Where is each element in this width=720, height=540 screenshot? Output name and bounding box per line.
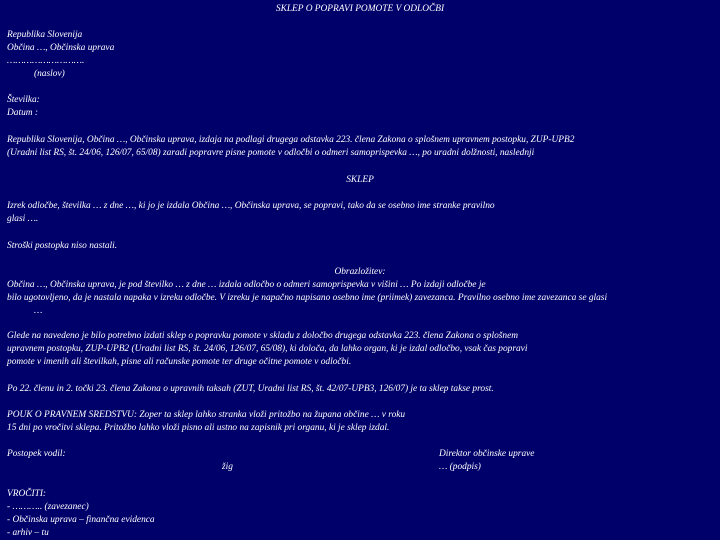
signature-postopek: Postopek vodil: bbox=[7, 449, 66, 459]
vrocit-item-1: - ……….. (zavezanec) bbox=[7, 502, 89, 512]
obrazlozitev-line-2: bilo ugotovljeno, da je nastala napaka v izreku odločbe. V izreku je napačno napisano osebno ime (priimek) zavezanca. Pravilno osebno ime zavezanca se glasi bbox=[7, 293, 608, 303]
header-address: (naslov) bbox=[34, 69, 65, 79]
signature-director: Direktor občinske uprave bbox=[439, 449, 535, 459]
meta-number: Številka: bbox=[7, 95, 40, 105]
header-republic: Republika Slovenija bbox=[7, 30, 83, 40]
takse-text: Po 22. členu in 2. točki 23. člena Zakona o upravnih taksah (ZUT, Uradni list RS, št. 42/07-UPB3, 126/07) je ta sklep takse prost. bbox=[7, 384, 494, 394]
glede-line-1: Glede na navedeno je bilo potrebno izdati sklep o popravku pomote v skladu z določbo drugega odstavka 223. člena Zakona o splošnem bbox=[7, 331, 519, 341]
glede-line-3: pomote v imenih ali številkah, pisne ali računske pomote ter druge očitne pomote v odločbi. bbox=[7, 357, 352, 367]
pouk-line-1: POUK O PRAVNEM SREDSTVU: Zoper ta sklep lahko stranka vloži pritožbo na župana občine … v roku bbox=[7, 410, 406, 420]
pouk-line-2: 15 dni po vročitvi sklepa. Pritožbo lahko vloži pisno ali ustno na zapisnik pri organu, ki je sklep izdal. bbox=[7, 423, 390, 433]
signature-sign: … (podpis) bbox=[439, 462, 481, 472]
obrazlozitev-line-1: Občina …, Občinska uprava, je pod številko … z dne … izdala odločbo o odmeri samoprispevka v višini … Po izdaji odločbe je bbox=[7, 280, 486, 290]
vrocit-item-2: - Občinska uprava – finančna evidenca bbox=[7, 515, 155, 525]
meta-date: Datum : bbox=[7, 108, 38, 118]
document-title: SKLEP O POPRAVI POMOTE V ODLOČBI bbox=[275, 4, 445, 14]
vrocit-item-3: - arhiv – tu bbox=[7, 528, 49, 538]
izrek-line-2: glasi …. bbox=[7, 214, 39, 224]
glede-line-2: upravnem postopku, ZUP-UPB2 (Uradni list RS, št. 24/06, 126/07, 65/08), ki določa, da lahko organ, ki je izdal odločbo, vsak čas popravi bbox=[7, 344, 528, 354]
header-municipality: Občina …, Občinska uprava bbox=[7, 43, 115, 53]
izrek-line-1: Izrek odločbe, številka … z dne …, ki jo je izdala Občina …, Občinska uprava, se popravi, tako da se osebno ime stranke pravilno bbox=[7, 201, 495, 211]
sklep-heading: SKLEP bbox=[346, 175, 374, 185]
header-dots: ………………………. bbox=[7, 56, 85, 66]
signature-stamp: žig bbox=[222, 462, 233, 472]
obrazlozitev-line-3: … bbox=[34, 306, 43, 316]
vrocit-heading: VROČITI: bbox=[7, 489, 47, 499]
stroski-text: Stroški postopka niso nastali. bbox=[7, 241, 118, 251]
obrazlozitev-heading: Obrazložitev: bbox=[334, 267, 386, 277]
intro-line-1: Republika Slovenija, Občina …, Občinska uprava, izdaja na podlagi drugega odstavka 223. člena Zakona o splošnem upravnem postopku, ZUP-UPB2 bbox=[7, 135, 575, 145]
intro-line-2: (Uradni list RS, št. 24/06, 126/07, 65/08) zaradi popravre pisne pomote v odločbi o odmeri samoprispevka …, po uradni dolžnosti, naslednji bbox=[7, 148, 535, 158]
